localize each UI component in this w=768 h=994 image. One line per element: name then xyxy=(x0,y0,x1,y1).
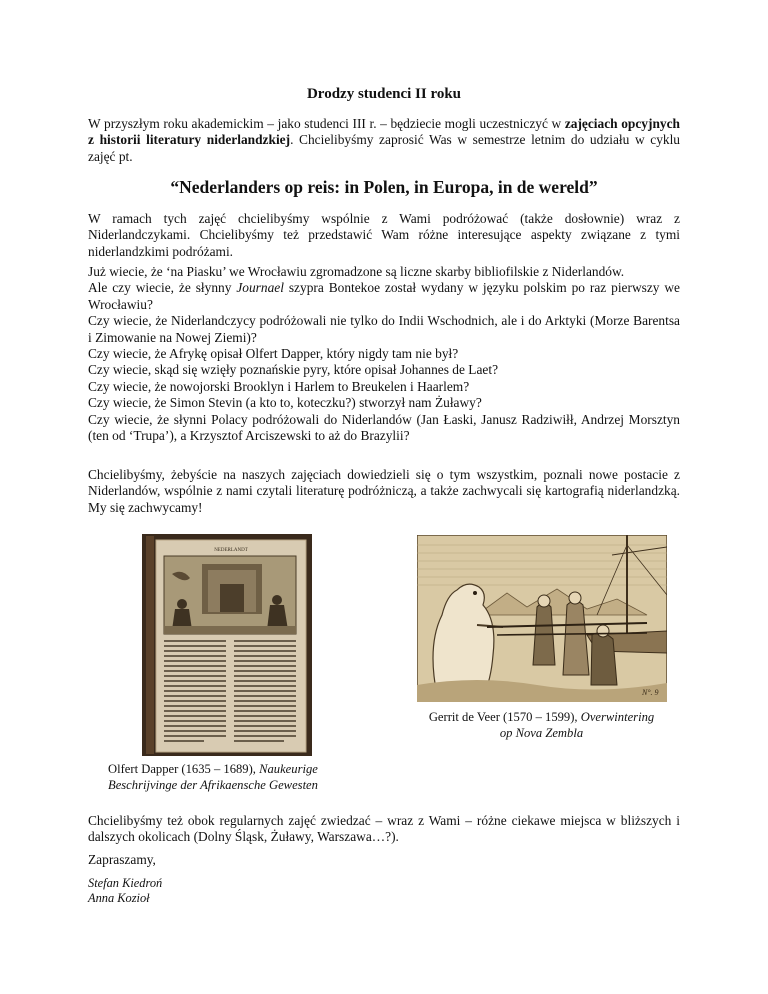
book-page-illustration xyxy=(142,534,312,756)
book-header-text: NEDERLANDT xyxy=(214,548,248,553)
polar-bear-illustration xyxy=(417,535,667,702)
journael-title: Journael xyxy=(236,280,284,296)
question-2: Ale czy wiecie, że słynny Journael szypra Bontekoe został wydany w języku polskim po raz pierwszy we Wrocławiu? xyxy=(88,280,680,312)
question-4: Czy wiecie, że Afrykę opisał Olfert Dapper, który nigdy tam nie był? xyxy=(88,346,459,362)
de-veer-caption: Gerrit de Veer (1570 – 1599), Overwintering op Nova Zembla xyxy=(428,710,655,740)
signature-1: Stefan Kiedroń xyxy=(88,876,163,890)
closing: Zapraszamy, xyxy=(88,852,156,867)
engraving-number: N°. 9 xyxy=(642,688,659,697)
course-title: “Nederlanders op reis: in Polen, in Europa, in de wereld” xyxy=(170,177,598,197)
dapper-book-image xyxy=(142,534,312,756)
question-8: Czy wiecie, że słynni Polacy podróżowali do Niderlandów (Jan Łaski, Janusz Radziwiłł, Andrzej Morsztyn (ten od ‘Trupa’), a Krzysztof Arciszewski to aż do Brazylii? xyxy=(88,411,680,444)
dapper-caption: Olfert Dapper (1635 – 1689), Naukeurige Beschrijvinge der Afrikaensche Gewesten xyxy=(108,762,318,792)
de-veer-engraving-image xyxy=(417,535,667,702)
question-7: Czy wiecie, że Simon Stevin (a kto to, koteczku?) stworzył nam Żuławy? xyxy=(88,395,482,411)
paragraph-5: Chcielibyśmy też obok regularnych zajęć zwiedzać – wraz z Wami – różne ciekawe miejsca w bliższych i dalszych okolicach (Dolny Śląsk, Żuławy, Warszawa…?). xyxy=(88,813,680,845)
signature-2: Anna Kozioł xyxy=(88,891,150,905)
intro-bold-text: zajęciach opcyjnych z historii literatury niderlandzkiej xyxy=(88,116,680,148)
intro-text: W przyszłym roku akademickim – jako studenci III r. – będziecie mogli uczestniczyć w xyxy=(88,116,565,131)
question-3: Czy wiecie, że Niderlandczycy podróżowali nie tylko do Indii Wschodnich, ale i do Arktyki (Morze Barentsa i Zimowanie na Nowej Ziemi)? xyxy=(88,313,680,345)
paragraph-4: Chcielibyśmy, żebyście na naszych zajęciach dowiedzieli się o tym wszystkim, poznali nowe postacie z Niderlandów, wspólnie z nami czytali literaturę podróżniczą, a także zachwycali się kartografią niderlandzką. My się zachwycamy! xyxy=(88,467,680,515)
question-5: Czy wiecie, skąd się wzięły poznańskie pyry, które opisał Johannes de Laet? xyxy=(88,362,499,378)
intro-paragraph xyxy=(88,116,680,165)
question-6: Czy wiecie, że nowojorski Brooklyn i Harlem to Breukelen i Haarlem? xyxy=(88,378,470,394)
paragraph-2: W ramach tych zajęć chcielibyśmy wspólnie z Wami podróżować (także dosłownie) wraz z Niderlandczykami. Chcielibyśmy też przedstawić Wam różne interesujące aspekty związane z tymi niderlandzkimi podróżami. xyxy=(88,211,680,259)
question-1: Już wiecie, że ‘na Piasku’ we Wrocławiu zgromadzone są liczne skarby bibliofilskie z Niderlandów. xyxy=(88,264,625,279)
intro-text-end: . Chcielibyśmy zaprosić Was w semestrze letnim do udziału w cyklu zajęć pt. xyxy=(88,132,680,164)
questions-block xyxy=(88,264,680,444)
page-title: Drodzy studenci II roku xyxy=(306,86,462,102)
